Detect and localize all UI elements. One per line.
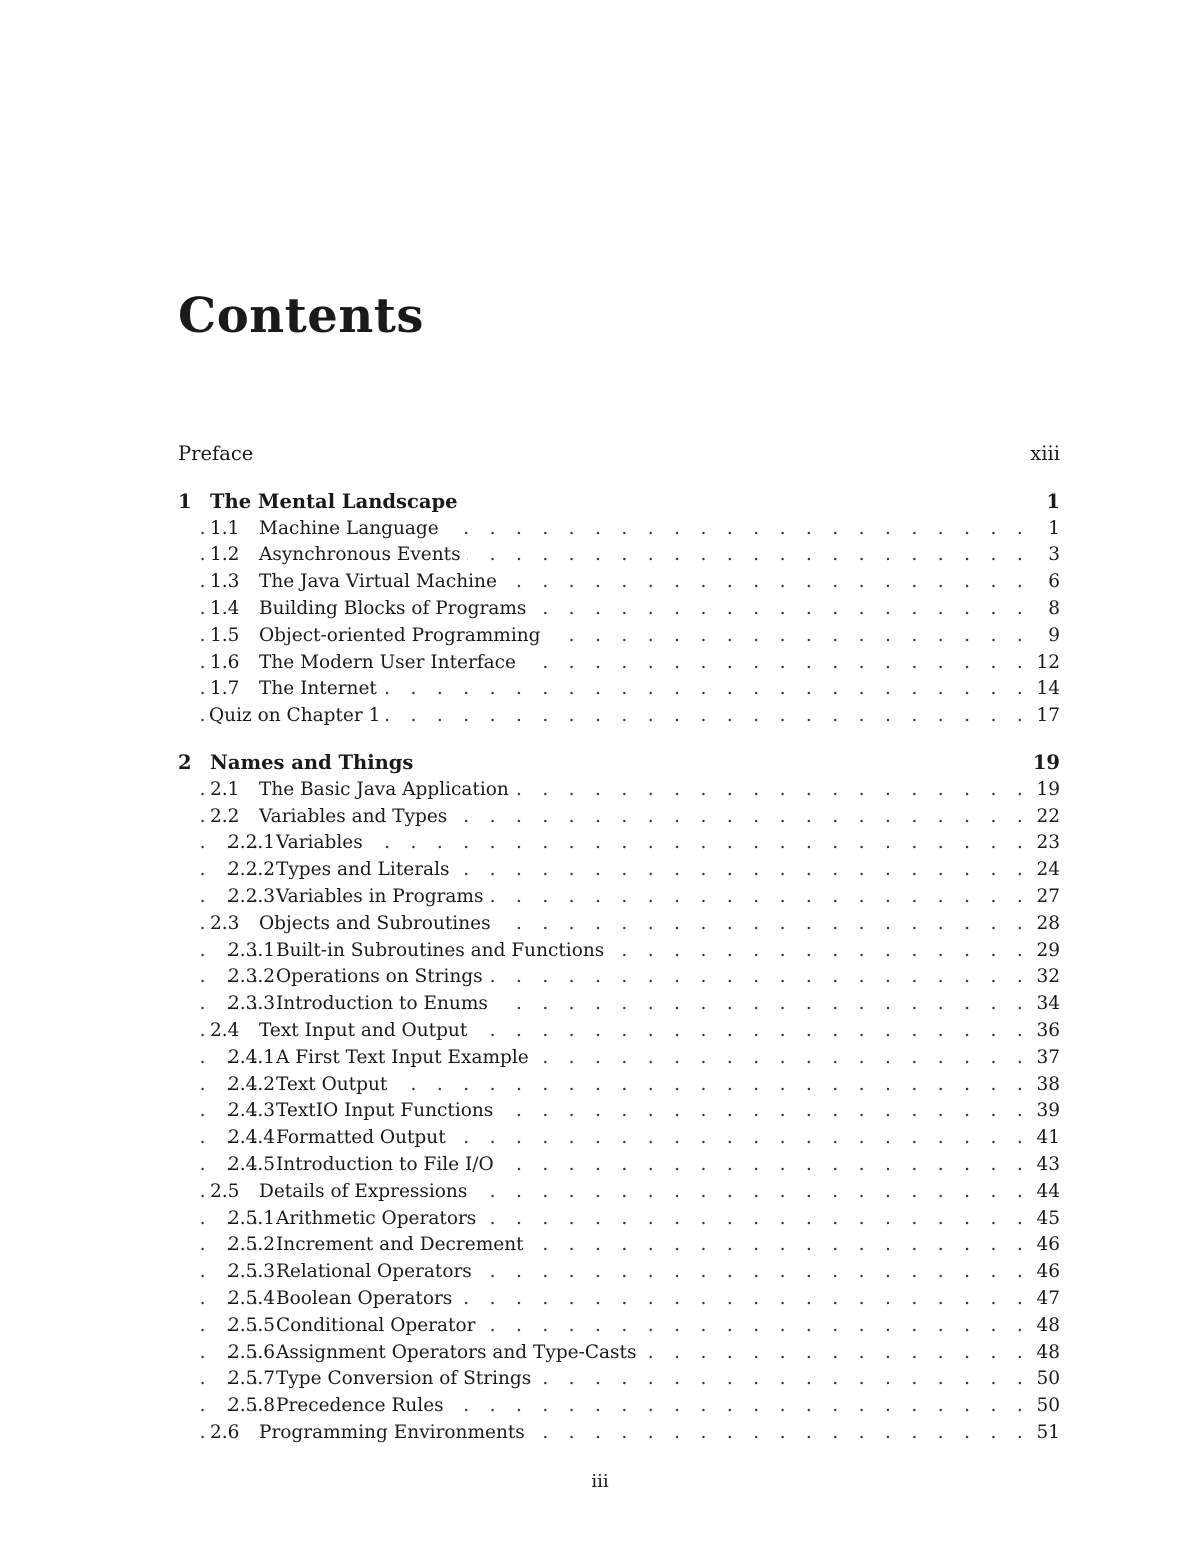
toc-section-number: 2.5.7 <box>228 1368 276 1390</box>
toc-page-number: 22 <box>1030 804 1060 831</box>
toc-section-entry[interactable] <box>178 569 1060 596</box>
toc-subsection-entry[interactable] <box>178 1313 1060 1340</box>
toc-entry-title: Introduction to Enums <box>276 993 488 1015</box>
toc-section-number: 2.6 <box>210 1421 240 1443</box>
toc-page-number: xiii <box>1024 441 1060 468</box>
toc-subsection-entry[interactable] <box>178 1286 1060 1313</box>
toc-section-number: 1.5 <box>210 624 240 646</box>
toc-page-number: 46 <box>1030 1232 1060 1259</box>
page-title: Contents <box>178 288 424 344</box>
toc-section-number: 2.4.4 <box>228 1127 276 1149</box>
toc-entry-label <box>228 1098 499 1125</box>
toc-subsection-entry[interactable] <box>178 1098 1060 1125</box>
toc-entry-title: Operations on Strings <box>276 966 483 988</box>
toc-section-number: 2.5.5 <box>228 1314 276 1336</box>
toc-subsection-entry[interactable] <box>178 1393 1060 1420</box>
toc-entry-title: Quiz on Chapter 1 <box>209 705 381 727</box>
toc-section-number: 2.3.3 <box>228 993 276 1015</box>
toc-section-number: 2.4.3 <box>228 1100 276 1122</box>
toc-subsection-entry[interactable] <box>178 938 1060 965</box>
toc-section-number: 2.5.1 <box>228 1207 276 1229</box>
toc-page-number: 45 <box>1030 1206 1060 1233</box>
toc-entry-title: Type Conversion of Strings <box>276 1368 532 1390</box>
toc-section-number: 2.3.1 <box>228 939 276 961</box>
toc-subsection-entry[interactable] <box>178 1366 1060 1393</box>
toc-entry-title: Conditional Operator <box>276 1314 476 1336</box>
toc-entry-title: The Java Virtual Machine <box>259 571 497 593</box>
toc-entry-label <box>228 1286 458 1313</box>
toc-subsection-entry[interactable] <box>178 1072 1060 1099</box>
toc-preface-entry[interactable] <box>178 441 1060 468</box>
toc-page-number: 50 <box>1030 1366 1060 1393</box>
toc-entry-title: Machine Language <box>259 517 439 539</box>
toc-section-entry[interactable] <box>178 1179 1060 1206</box>
toc-page-number: 1 <box>1042 516 1060 543</box>
toc-entry-label <box>210 777 515 804</box>
toc-subsection-entry[interactable] <box>178 991 1060 1018</box>
toc-entry-label <box>210 596 532 623</box>
toc-entry-title: Boolean Operators <box>276 1287 453 1309</box>
toc-page-number: 29 <box>1030 938 1060 965</box>
toc-entry-title: Variables and Types <box>259 805 448 827</box>
toc-page-number: 34 <box>1030 991 1060 1018</box>
toc-entry-label <box>228 1152 500 1179</box>
toc-entry-label <box>228 884 489 911</box>
toc-section-number: 2.2.3 <box>228 885 276 907</box>
toc-subsection-entry[interactable] <box>178 1206 1060 1233</box>
toc-section-number: 2.5.8 <box>228 1395 276 1417</box>
toc-page-number: 44 <box>1030 1179 1060 1206</box>
toc-page-number: 23 <box>1030 830 1060 857</box>
toc-entry-title: Relational Operators <box>276 1261 472 1283</box>
toc-entry-label <box>178 750 419 777</box>
toc-section-entry[interactable] <box>178 650 1060 677</box>
toc-page-number: 27 <box>1030 884 1060 911</box>
toc-page-number: 50 <box>1030 1393 1060 1420</box>
toc-page-number: 6 <box>1042 569 1060 596</box>
toc-entry-title: Variables <box>276 832 363 854</box>
toc-subsection-entry[interactable] <box>178 964 1060 991</box>
toc-entry-label <box>210 542 467 569</box>
toc-entry-label <box>228 1232 530 1259</box>
toc-page-number: 46 <box>1030 1259 1060 1286</box>
toc-entry-title: Increment and Decrement <box>276 1234 524 1256</box>
toc-subsection-entry[interactable] <box>178 830 1060 857</box>
toc-entry-label <box>210 516 445 543</box>
toc-entry-label <box>228 1125 452 1152</box>
toc-entry-title: Building Blocks of Programs <box>259 597 527 619</box>
toc-section-number: 1.4 <box>210 597 240 619</box>
toc-page-number: 41 <box>1030 1125 1060 1152</box>
toc-subsection-entry[interactable] <box>178 1125 1060 1152</box>
toc-entry-title: Programming Environments <box>259 1421 525 1443</box>
toc-entry-label <box>228 938 610 965</box>
toc-section-number: 2.5.3 <box>228 1261 276 1283</box>
toc-page-number: 3 <box>1042 542 1060 569</box>
toc-entry-label <box>178 441 259 468</box>
toc-section-number: 1.6 <box>210 651 240 673</box>
toc-subsection-entry[interactable] <box>178 1340 1060 1367</box>
toc-section-entry[interactable] <box>178 676 1060 703</box>
toc-page-number: 28 <box>1030 911 1060 938</box>
toc-page-number: 47 <box>1030 1286 1060 1313</box>
table-of-contents <box>178 441 1060 1447</box>
toc-page-number: 9 <box>1042 623 1060 650</box>
toc-entry-title: Text Output <box>276 1073 388 1095</box>
toc-section-number: 2.5.4 <box>228 1287 276 1309</box>
toc-entry-title: Built-in Subroutines and Functions <box>276 939 605 961</box>
toc-entry-title: The Mental Landscape <box>210 489 458 513</box>
toc-page-number: 48 <box>1030 1313 1060 1340</box>
toc-section-entry[interactable] <box>178 777 1060 804</box>
toc-page-number: 8 <box>1042 596 1060 623</box>
toc-section-entry[interactable] <box>178 542 1060 569</box>
toc-entry-label <box>209 703 386 730</box>
toc-page-number: 17 <box>1030 703 1060 730</box>
toc-section-entry[interactable] <box>178 623 1060 650</box>
toc-entry-title: Object-oriented Programming <box>259 624 541 646</box>
toc-page-number: 14 <box>1030 676 1060 703</box>
toc-entry-title: Preface <box>178 442 254 465</box>
toc-section-number: 2.5 <box>210 1180 240 1202</box>
toc-entry-label <box>228 1259 478 1286</box>
toc-entry-title: Arithmetic Operators <box>276 1207 477 1229</box>
toc-entry-title: Details of Expressions <box>259 1180 468 1202</box>
toc-entry-title: TextIO Input Functions <box>276 1100 494 1122</box>
toc-chapter-number: 2 <box>178 750 192 774</box>
toc-entry-label <box>228 1206 482 1233</box>
toc-entry-label <box>210 804 453 831</box>
toc-entry-label <box>228 1072 393 1099</box>
toc-section-entry[interactable] <box>178 516 1060 543</box>
toc-page-number: 32 <box>1030 964 1060 991</box>
toc-section-number: 2.2 <box>210 805 240 827</box>
toc-section-number: 2.4 <box>210 1019 240 1041</box>
toc-entry-label <box>210 1018 473 1045</box>
toc-section-number: 1.2 <box>210 544 240 566</box>
toc-page-number: 38 <box>1030 1072 1060 1099</box>
toc-section-number: 2.5.2 <box>228 1234 276 1256</box>
toc-section-number: 2.2.2 <box>228 859 276 881</box>
toc-subsection-entry[interactable] <box>178 1232 1060 1259</box>
toc-entry-label <box>210 676 383 703</box>
toc-chapter-entry[interactable] <box>178 489 1060 516</box>
toc-entry-title: The Basic Java Application <box>259 778 509 800</box>
toc-entry-label <box>228 991 494 1018</box>
toc-entry-title: The Internet <box>259 678 377 700</box>
toc-subsection-entry[interactable] <box>178 1045 1060 1072</box>
toc-page-number: 51 <box>1030 1420 1060 1447</box>
toc-page-number: 12 <box>1030 650 1060 677</box>
toc-section-number: 2.5.6 <box>228 1341 276 1363</box>
toc-entry-title: Names and Things <box>210 750 414 774</box>
toc-entry-title: Types and Literals <box>276 859 450 881</box>
toc-page-number: 43 <box>1030 1152 1060 1179</box>
toc-entry-title: Asynchronous Events <box>259 544 461 566</box>
toc-section-entry[interactable] <box>178 596 1060 623</box>
toc-section-entry[interactable] <box>178 804 1060 831</box>
toc-page-number: 37 <box>1030 1045 1060 1072</box>
toc-entry-label <box>210 569 503 596</box>
toc-entry-label <box>210 623 547 650</box>
toc-subsection-entry[interactable] <box>178 1259 1060 1286</box>
toc-section-number: 2.1 <box>210 778 240 800</box>
toc-page-number: 48 <box>1030 1340 1060 1367</box>
toc-section-number: 2.2.1 <box>228 832 276 854</box>
toc-section-entry[interactable] <box>178 1018 1060 1045</box>
toc-section-number: 2.3 <box>210 912 240 934</box>
toc-entry-title: Objects and Subroutines <box>259 912 491 934</box>
toc-page-number: 19 <box>1027 750 1060 777</box>
toc-entry-label <box>228 1045 535 1072</box>
toc-subsection-entry[interactable] <box>178 857 1060 884</box>
toc-entry-label <box>228 1366 537 1393</box>
toc-section-number: 1.3 <box>210 571 240 593</box>
toc-chapter-entry[interactable] <box>178 750 1060 777</box>
toc-section-number: 1.7 <box>210 678 240 700</box>
toc-entry-title: Formatted Output <box>276 1127 446 1149</box>
toc-section-number: 2.3.2 <box>228 966 276 988</box>
toc-section-entry[interactable] <box>178 911 1060 938</box>
toc-section-entry[interactable] <box>178 1420 1060 1447</box>
toc-page-number: 36 <box>1030 1018 1060 1045</box>
toc-entry-title: Precedence Rules <box>276 1395 444 1417</box>
toc-section-number: 2.4.1 <box>228 1046 276 1068</box>
toc-entry-label <box>228 964 489 991</box>
toc-entry-title: Text Input and Output <box>259 1019 468 1041</box>
toc-entry-label <box>228 1340 642 1367</box>
toc-entry-label <box>228 1393 450 1420</box>
toc-entry-title: Variables in Programs <box>276 885 484 907</box>
page-number: iii <box>591 1471 609 1492</box>
toc-section-number: 2.4.2 <box>228 1073 276 1095</box>
toc-section-number: 2.4.5 <box>228 1153 276 1175</box>
toc-section-number: 1.1 <box>210 517 240 539</box>
toc-page-number: 1 <box>1040 489 1060 516</box>
toc-page-number: 39 <box>1030 1098 1060 1125</box>
toc-entry-title: The Modern User Interface <box>259 651 516 673</box>
toc-entry-label <box>228 1313 481 1340</box>
toc-entry-title: Assignment Operators and Type-Casts <box>276 1341 637 1363</box>
toc-page-number: 24 <box>1030 857 1060 884</box>
toc-entry-label <box>228 830 369 857</box>
toc-entry-label <box>228 857 456 884</box>
toc-subsection-entry[interactable] <box>178 884 1060 911</box>
toc-chapter-number: 1 <box>178 489 192 513</box>
toc-page-number: 19 <box>1030 777 1060 804</box>
toc-entry-label <box>210 1420 531 1447</box>
toc-entry-label <box>210 1179 473 1206</box>
toc-entry-label <box>178 489 464 516</box>
toc-quiz-entry[interactable] <box>178 703 1060 730</box>
toc-entry-label <box>210 911 497 938</box>
toc-entry-label <box>210 650 522 677</box>
toc-entry-title: Introduction to File I/O <box>276 1153 494 1175</box>
toc-entry-title: A First Text Input Example <box>276 1046 529 1068</box>
toc-subsection-entry[interactable] <box>178 1152 1060 1179</box>
